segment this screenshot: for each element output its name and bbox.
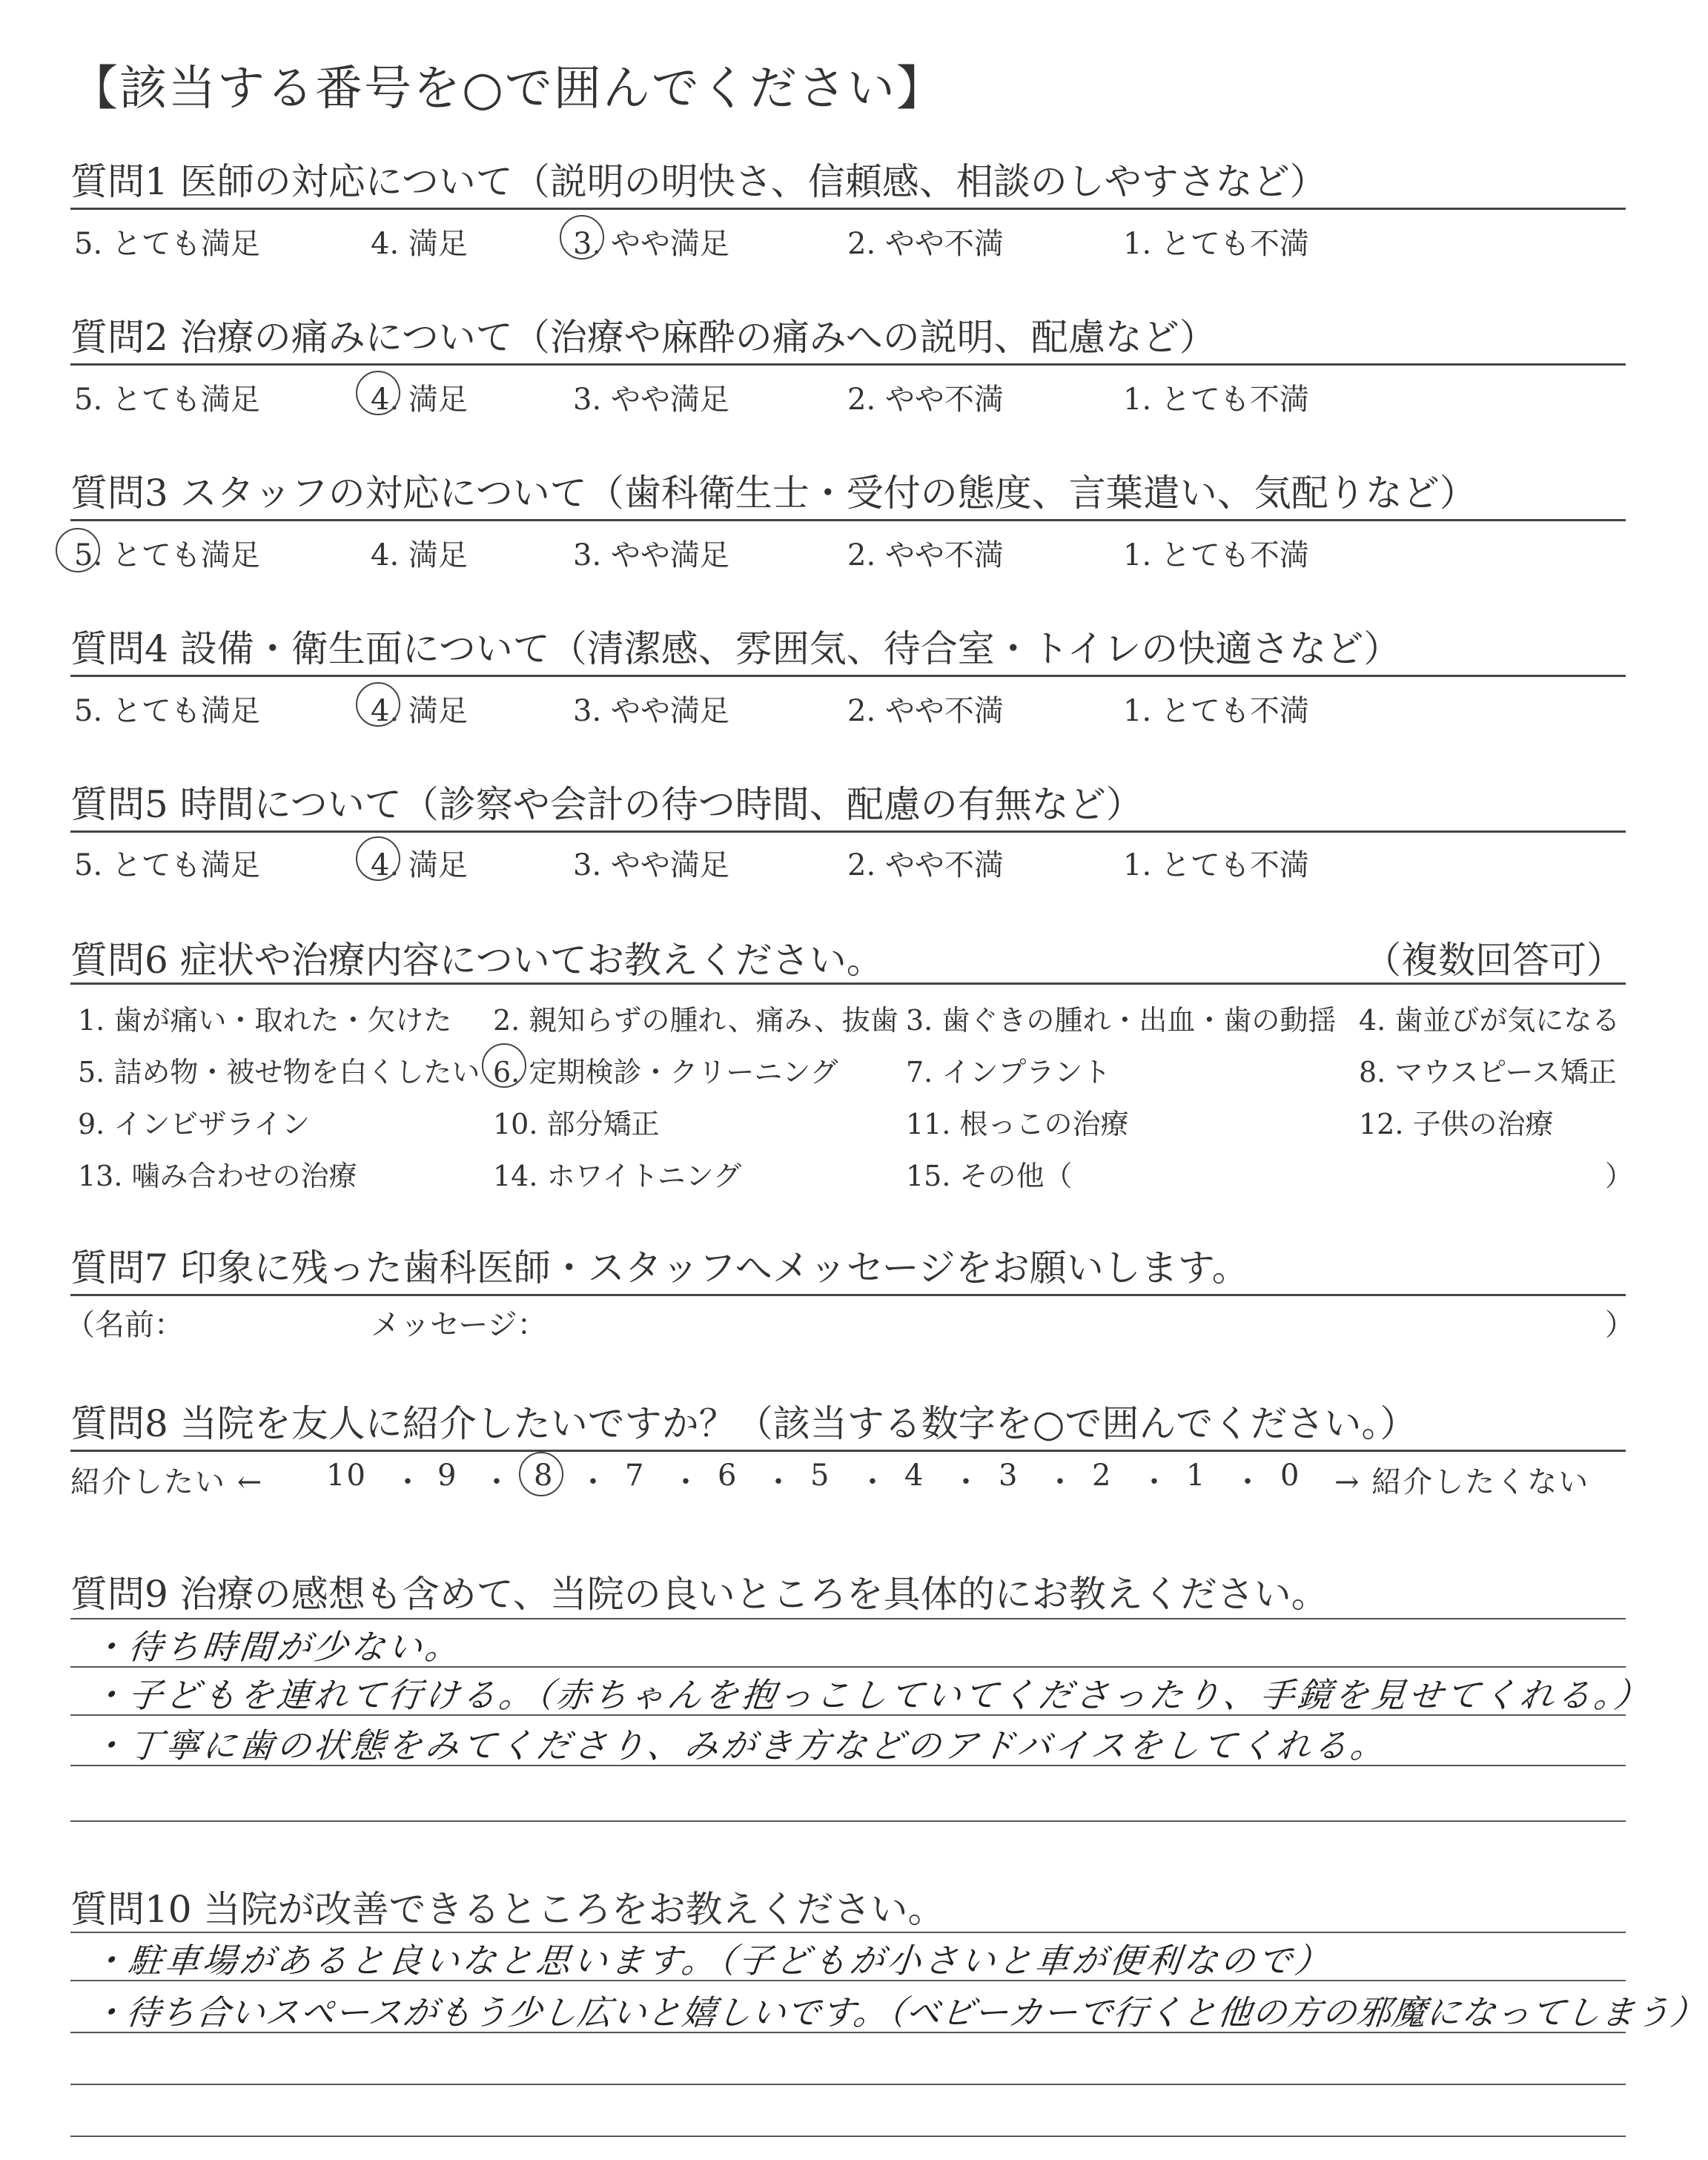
q8-dot: ・ bbox=[764, 1465, 795, 1499]
q6-selected-circle bbox=[482, 1043, 526, 1088]
question-5-label: 質問5 時間について（診察や会計の待つ時間、配慮の有無など） bbox=[70, 783, 1143, 826]
q8-dot: ・ bbox=[1045, 1465, 1076, 1499]
q6-item-9[interactable]: 9. インビザライン bbox=[78, 1108, 311, 1140]
q10-answer-2: ・待ち合いスペースがもう少し広いと嬉しいです。（ベビーカーで行くと他の方の邪魔になってしまう） bbox=[89, 1992, 1708, 2032]
q8-dot: ・ bbox=[578, 1465, 609, 1499]
question-8-rule bbox=[70, 1450, 1626, 1452]
q3-option-5[interactable]: 5. とても満足 bbox=[74, 538, 260, 572]
q9-answer-2: ・子どもを連れて行ける。（赤ちゃんを抱っこしていてくださったり、手鏡を見せてくれる。） bbox=[89, 1675, 1653, 1715]
q8-dot: ・ bbox=[858, 1465, 889, 1499]
question-7-rule bbox=[70, 1294, 1626, 1296]
q5-option-1[interactable]: 1. とても不満 bbox=[1123, 848, 1309, 882]
q1-option-1[interactable]: 1. とても不満 bbox=[1123, 227, 1309, 261]
question-2-rule bbox=[70, 363, 1626, 366]
q5-option-4[interactable]: 4. 満足 bbox=[371, 848, 468, 882]
q2-option-4[interactable]: 4. 満足 bbox=[371, 383, 468, 417]
q6-item-4[interactable]: 4. 歯並びが気になる bbox=[1359, 1004, 1621, 1037]
q8-num-6[interactable]: 6 bbox=[718, 1459, 738, 1493]
q10-answer-1: ・駐車場があると良いなと思います。（子どもが小さいと車が便利なので） bbox=[89, 1941, 1334, 1981]
question-9-label: 質問9 治療の感想も含めて、当院の良いところを具体的にお教えください。 bbox=[70, 1573, 1328, 1616]
q4-option-4[interactable]: 4. 満足 bbox=[371, 694, 468, 728]
q6-item-12[interactable]: 12. 子供の治療 bbox=[1359, 1108, 1554, 1140]
q8-dot: ・ bbox=[671, 1465, 702, 1499]
question-3-rule bbox=[70, 519, 1626, 521]
q9-answer-1: ・待ち時間が少ない。 bbox=[89, 1627, 464, 1667]
q4-option-2[interactable]: 2. やや不満 bbox=[847, 694, 1004, 728]
q7-name-label: （名前： bbox=[65, 1308, 184, 1342]
q8-num-9[interactable]: 9 bbox=[437, 1459, 458, 1493]
q8-num-2[interactable]: 2 bbox=[1092, 1459, 1113, 1493]
q8-left-label: 紹介したい ← bbox=[70, 1465, 264, 1499]
question-4-rule bbox=[70, 675, 1626, 677]
q8-right-label: → 紹介したくない bbox=[1334, 1465, 1590, 1499]
question-1-label: 質問1 医師の対応について（説明の明快さ、信頼感、相談のしやすさなど） bbox=[70, 160, 1327, 203]
q5-option-2[interactable]: 2. やや不満 bbox=[847, 848, 1004, 882]
q6-item-10[interactable]: 10. 部分矯正 bbox=[493, 1108, 660, 1140]
question-6-rule bbox=[70, 982, 1626, 985]
q8-dot: ・ bbox=[393, 1465, 424, 1499]
question-1-rule bbox=[70, 208, 1626, 210]
q2-selected-circle bbox=[356, 371, 400, 415]
q6-item-15[interactable]: 15. その他（ bbox=[906, 1160, 1073, 1192]
q5-option-5[interactable]: 5. とても満足 bbox=[74, 848, 260, 882]
q6-item-1[interactable]: 1. 歯が痛い・取れた・欠けた bbox=[78, 1004, 452, 1037]
q8-selected-circle bbox=[519, 1452, 563, 1496]
q10-line bbox=[70, 2136, 1626, 2137]
q8-num-5[interactable]: 5 bbox=[810, 1459, 831, 1493]
q6-item-6[interactable]: 6. 定期検診・クリーニング bbox=[493, 1056, 838, 1089]
q4-option-1[interactable]: 1. とても不満 bbox=[1123, 694, 1309, 728]
q8-num-4[interactable]: 4 bbox=[904, 1459, 925, 1493]
question-2-label: 質問2 治療の痛みについて（治療や麻酔の痛みへの説明、配慮など） bbox=[70, 316, 1217, 359]
question-3-label: 質問3 スタッフの対応について（歯科衛生士・受付の態度、言葉遣い、気配りなど） bbox=[70, 472, 1477, 515]
q2-option-1[interactable]: 1. とても不満 bbox=[1123, 383, 1309, 417]
q8-num-3[interactable]: 3 bbox=[999, 1459, 1019, 1493]
q1-option-2[interactable]: 2. やや不満 bbox=[847, 227, 1004, 261]
q2-option-5[interactable]: 5. とても満足 bbox=[74, 383, 260, 417]
q4-option-3[interactable]: 3. やや満足 bbox=[573, 694, 729, 728]
form-title: 【該当する番号を○で囲んでください】 bbox=[70, 62, 945, 116]
q6-other-close: ） bbox=[1605, 1160, 1634, 1192]
q8-dot: ・ bbox=[1139, 1465, 1171, 1499]
q7-message-label: メッセージ： bbox=[371, 1308, 547, 1342]
q4-option-5[interactable]: 5. とても満足 bbox=[74, 694, 260, 728]
q1-option-4[interactable]: 4. 満足 bbox=[371, 227, 468, 261]
question-6-label: 質問6 症状や治療内容についてお教えください。 bbox=[70, 939, 884, 982]
q6-item-11[interactable]: 11. 根っこの治療 bbox=[906, 1108, 1129, 1140]
question-6-note: （複数回答可） bbox=[1364, 939, 1623, 982]
q9-answer-3: ・丁寧に歯の状態をみてくださり、みがき方などのアドバイスをしてくれる。 bbox=[89, 1725, 1390, 1766]
q3-option-2[interactable]: 2. やや不満 bbox=[847, 538, 1004, 572]
q6-item-2[interactable]: 2. 親知らずの腫れ、痛み、抜歯 bbox=[493, 1004, 898, 1037]
q3-option-4[interactable]: 4. 満足 bbox=[371, 538, 468, 572]
q6-item-5[interactable]: 5. 詰め物・被せ物を白くしたい bbox=[78, 1056, 480, 1089]
q6-item-8[interactable]: 8. マウスピース矯正 bbox=[1359, 1056, 1617, 1089]
q1-option-3[interactable]: 3. やや満足 bbox=[573, 227, 729, 261]
question-7-label: 質問7 印象に残った歯科医師・スタッフへメッセージをお願いします。 bbox=[70, 1246, 1249, 1289]
q8-num-10[interactable]: 10 bbox=[326, 1459, 367, 1493]
q4-selected-circle bbox=[356, 682, 400, 727]
question-4-label: 質問4 設備・衛生面について（清潔感、雰囲気、待合室・トイレの快適さなど） bbox=[70, 627, 1401, 670]
q7-close: ） bbox=[1605, 1308, 1635, 1342]
q8-dot: ・ bbox=[1233, 1465, 1264, 1499]
q8-num-7[interactable]: 7 bbox=[625, 1459, 646, 1493]
q3-selected-circle bbox=[56, 528, 100, 572]
q6-item-13[interactable]: 13. 噛み合わせの治療 bbox=[78, 1160, 357, 1192]
q3-option-3[interactable]: 3. やや満足 bbox=[573, 538, 729, 572]
q9-line bbox=[70, 1618, 1626, 1619]
q2-option-2[interactable]: 2. やや不満 bbox=[847, 383, 1004, 417]
question-10-label: 質問10 当院が改善できるところをお教えください。 bbox=[70, 1888, 945, 1931]
q5-selected-circle bbox=[356, 836, 400, 881]
q2-option-3[interactable]: 3. やや満足 bbox=[573, 383, 729, 417]
q9-line bbox=[70, 1820, 1626, 1822]
q10-line bbox=[70, 2084, 1626, 2085]
question-5-rule bbox=[70, 830, 1626, 833]
q8-num-1[interactable]: 1 bbox=[1186, 1459, 1207, 1493]
question-8-label: 質問8 当院を友人に紹介したいですか？（該当する数字を○で囲んでください。） bbox=[70, 1402, 1417, 1445]
q6-item-3[interactable]: 3. 歯ぐきの腫れ・出血・歯の動揺 bbox=[906, 1004, 1337, 1037]
q8-num-0[interactable]: 0 bbox=[1280, 1459, 1301, 1493]
q8-dot: ・ bbox=[482, 1465, 513, 1499]
q1-option-5[interactable]: 5. とても満足 bbox=[74, 227, 260, 261]
q3-option-1[interactable]: 1. とても不満 bbox=[1123, 538, 1309, 572]
q6-item-14[interactable]: 14. ホワイトニング bbox=[493, 1160, 742, 1192]
q5-option-3[interactable]: 3. やや満足 bbox=[573, 848, 729, 882]
q1-selected-circle bbox=[560, 215, 604, 260]
q8-dot: ・ bbox=[951, 1465, 982, 1499]
q8-num-8[interactable]: 8 bbox=[534, 1459, 555, 1493]
q10-line bbox=[70, 1932, 1626, 1933]
q6-item-7[interactable]: 7. インプラント bbox=[906, 1056, 1111, 1089]
